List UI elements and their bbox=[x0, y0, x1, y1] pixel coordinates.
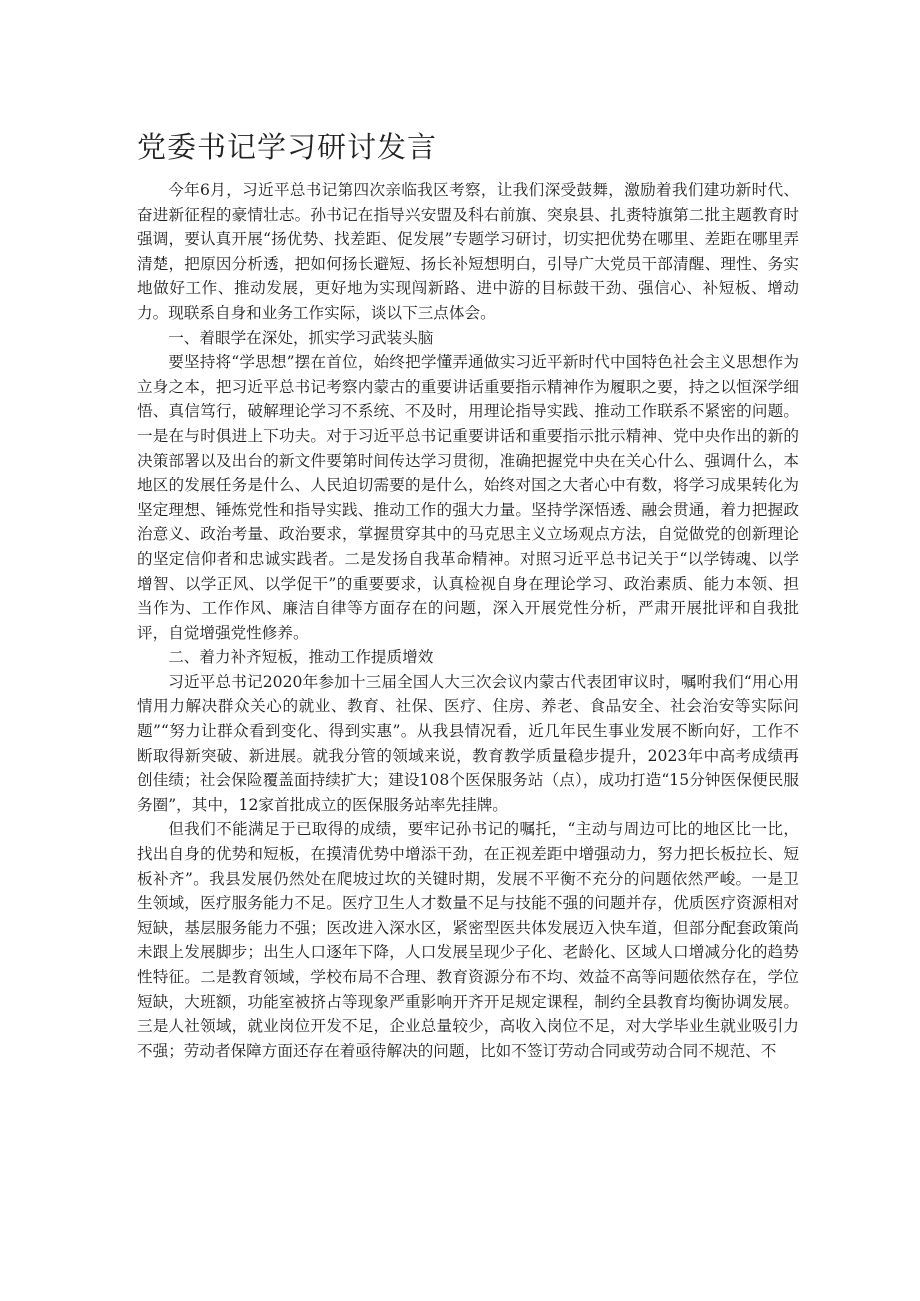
section-heading-2: 二、着力补齐短板，推动工作提质增效 bbox=[168, 648, 434, 667]
paragraph-section-2a: 习近平总书记2020年参加十三届全国人大三次会议内蒙古代表团审议时，嘱咐我们“用心用情用力解决群众关心的就业、教育、社保、医疗、住房、养老、食品安全、社会治安等实际问题”“努力让群众看到变化、得到实惠”。从我县情况看，近几年民生事业发展不断向好，工作不断取得新突破、新进展。就我分管的领域来说，教育教学质量稳步提升，2023年中高考成绩再创佳绩；社会保险覆盖面持续扩大；建设108个医保服务站（点），成功打造“15分钟医保便民服务圈”，其中，12家首批成立的医保服务站率先挂牌。 bbox=[137, 672, 799, 814]
document-title: 党委书记学习研讨发言 bbox=[137, 130, 438, 164]
paragraph-section-2b: 但我们不能满足于已取得的成绩，要牢记孙书记的嘱托，“主动与周边可比的地区比一比，找出自身的优势和短板，在摸清优势中增添干劲，在正视差距中增强动力，努力把长板拉长、短板补齐”。我县发展仍然处在爬坡过坎的关键时期，发展不平衡不充分的问题依然严峻。一是卫生领域，医疗服务能力不足。医疗卫生人才数量不足与技能不强的问题并存，优质医疗资源相对短缺，基层服务能力不强；医改进入深水区，紧密型医共体发展迈入快车道，但部分配套政策尚未跟上发展脚步；出生人口逐年下降，人口发展呈现少子化、老龄化、区域人口增减分化的趋势性特征。二是教育领域，学校布局不合理、教育资源分布不均、效益不高等问题依然存在，学位短缺，大班额，功能室被挤占等现象严重影响开齐开足规定课程，制约全县教育均衡协调发展。三是人社领域，就业岗位开发不足，企业总量较少，高收入岗位不足，对大学毕业生就业吸引力不强；劳动者保障方面还存在着亟待解决的问题，比如不签订劳动合同或劳动合同不规范、不 bbox=[137, 820, 799, 1060]
paragraph-intro: 今年6月，习近平总书记第四次亲临我区考察，让我们深受鼓舞，激励着我们建功新时代、奋进新征程的豪情壮志。孙书记在指导兴安盟及科右前旗、突泉县、扎赉特旗第二批主题教育时强调，要认真开展“扬优势、找差距、促发展”专题学习研讨，切实把优势在哪里、差距在哪里弄清楚，把原因分析透，把如何扬长避短、扬长补短想明白，引导广大党员干部清醒、理性、务实地做好工作、推动发展，更好地为实现闯新路、进中游的目标鼓干劲、强信心、补短板、增动力。现联系自身和业务工作实际，谈以下三点体会。 bbox=[137, 181, 799, 322]
paragraph-section-1: 要坚持将“学思想”摆在首位，始终把学懂弄通做实习近平新时代中国特色社会主义思想作为立身之本，把习近平总书记考察内蒙古的重要讲话重要指示精神作为履职之要，持之以恒深学细悟、真信笃行，破解理论学习不系统、不及时，用理论指导实践、推动工作联系不紧密的问题。一是在与时俱进上下功夫。对于习近平总书记重要讲话和重要指示批示精神、党中央作出的新的决策部署以及出台的新文件要第时间传达学习贯彻，准确把握党中央在关心什么、强调什么，本地区的发展任务是什么、人民迫切需要的是什么，始终对国之大者心中有数，将学习成果转化为坚定理想、锤炼党性和指导实践、推动工作的强大力量。坚持学深悟透、融会贯通，着力把握政治意义、政治考量、政治要求，掌握贯穿其中的马克思主义立场观点方法，自觉做党的创新理论的坚定信仰者和忠诚实践者。二是发扬自我革命精神。对照习近平总书记关于“以学铸魂、以学增智、以学正风、以学促干”的重要要求，认真检视自身在理论学习、政治素质、能力本领、担当作为、工作作风、廉洁自律等方面存在的问题，深入开展党性分析，严肃开展批评和自我批评，自觉增强党性修养。 bbox=[137, 353, 799, 642]
section-heading-1: 一、着眼学在深处，抓实学习武装头脑 bbox=[168, 328, 434, 347]
document-body bbox=[137, 178, 799, 1063]
